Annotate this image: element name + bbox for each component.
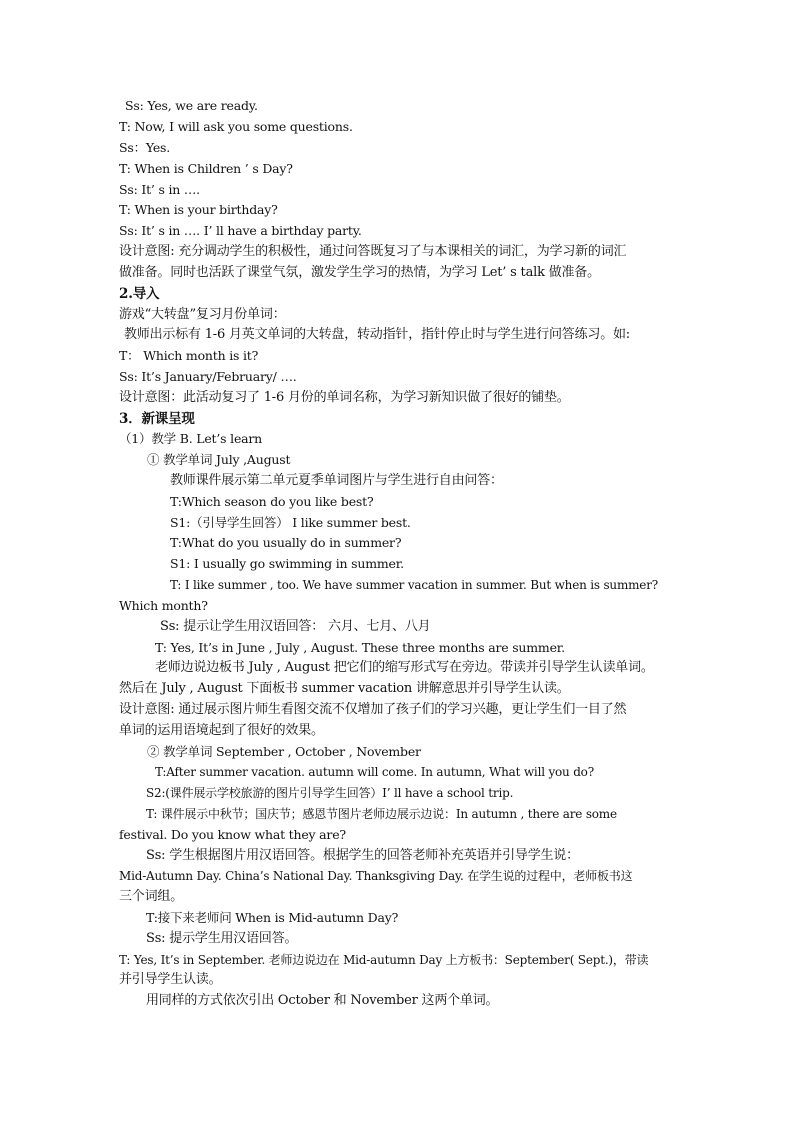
dialogue-line: festival. Do you know what they are? (119, 827, 346, 842)
dialogue-line: S1:（引导学生回答） I like summer best. (170, 515, 411, 530)
dialogue-line: T: Now, I will ask you some questions. (119, 119, 353, 134)
dialogue-line: Ss：Yes. (119, 140, 171, 155)
dialogue-line: T:What do you usually do in summer? (170, 535, 402, 550)
design-intent-text: 设计意图: 通过展示图片师生看图交流不仅增加了孩子们的学习兴趣，更让学生们一目了然 (119, 702, 627, 717)
dialogue-line: S1: I usually go swimming in summer. (170, 556, 404, 571)
dialogue-line: Ss: It’ s in …. (119, 182, 200, 197)
paragraph-text: 教师课件展示第二单元夏季单词图片与学生进行自由问答： (170, 473, 503, 488)
dialogue-line: S2:(课件展示学校旅游的图片引导学生回答）I’ ll have a school trip. (146, 786, 514, 800)
dialogue-line: Ss: It’ s in …. I’ ll have a birthday party. (119, 223, 362, 238)
paragraph-text: 用同样的方式依次引出 October 和 November 这两个单词。 (146, 993, 499, 1008)
dialogue-line: Which month? (119, 598, 208, 613)
paragraph-text: 三个词组。 (119, 889, 184, 904)
dialogue-line: T: When is Children ’ s Day? (119, 161, 293, 176)
dialogue-line: T: I like summer , too. We have summer vacation in summer. But when is summer? (170, 578, 658, 592)
dialogue-line: Ss: It’s January/February/ …. (119, 369, 297, 384)
paragraph-text: T: Yes, It’s in September. 老师边说边在 Mid-autumn Day 上方板书：September( Sept.)，带读 (119, 953, 649, 967)
dialogue-line: T:Which season do you like best? (170, 494, 374, 509)
design-intent-text: 设计意图：此活动复习了 1-6 月份的单词名称，为学习新知识做了很好的铺垫。 (119, 390, 570, 405)
dialogue-line: T:接下来老师问 When is Mid-autumn Day? (146, 910, 399, 925)
paragraph-text: Mid-Autumn Day. China’s National Day. Thanksgiving Day. 在学生说的过程中，老师板书这 (119, 869, 633, 883)
paragraph-text: 教师出示标有 1-6 月英文单词的大转盘，转动指针，指针停止时与学生进行问答练习。如: (124, 327, 630, 342)
paragraph-text: 然后在 July , August 下面板书 summer vacation 讲解意思并引导学生认读。 (119, 681, 570, 696)
section-heading: 3．新课呈现 (119, 411, 195, 427)
paragraph-text: 游戏“大转盘”复习月份单词： (119, 307, 286, 322)
paragraph-text: 老师边说边板书 July , August 把它们的缩写形式写在旁边。带读并引导学生认读单词。 (155, 660, 654, 675)
dialogue-line: T:After summer vacation. autumn will come. In autumn, What will you do? (155, 765, 594, 779)
section-heading: 2.导入 (119, 286, 160, 302)
dialogue-line: Ss: 学生根据图片用汉语回答。根据学生的回答老师补充英语并引导学生说： (146, 848, 579, 863)
dialogue-line: Ss: 提示学生用汉语回答。 (146, 931, 298, 946)
dialogue-line: T: When is your birthday? (119, 202, 278, 217)
design-intent-text: 设计意图: 充分调动学生的积极性，通过问答既复习了与本课相关的词汇，为学习新的词汇 (119, 244, 627, 259)
design-intent-text: 做准备。同时也活跃了课堂气氛，激发学生学习的热情，为学习 Let’ s talk 做准备。 (119, 265, 600, 280)
dialogue-line: T: Yes, It’s in June , July , August. These three months are summer. (155, 640, 565, 655)
dialogue-line: Ss: Yes, we are ready. (125, 98, 258, 113)
paragraph-text: 并引导学生认读。 (119, 972, 222, 987)
dialogue-line: T: 课件展示中秋节；国庆节；感恩节图片老师边展示边说：In autumn , there are some (146, 807, 617, 821)
design-intent-text: 单词的运用语境起到了很好的效果。 (119, 723, 324, 738)
step-heading: ② 教学单词 September , October , November (147, 744, 421, 759)
dialogue-line: Ss: 提示让学生用汉语回答： 六月、七月、八月 (160, 619, 431, 634)
dialogue-line: T： Which month is it? (119, 348, 259, 363)
step-heading: ① 教学单词 July ,August (147, 452, 291, 467)
subsection-heading: （1）教学 B. Let’s learn (119, 431, 263, 446)
